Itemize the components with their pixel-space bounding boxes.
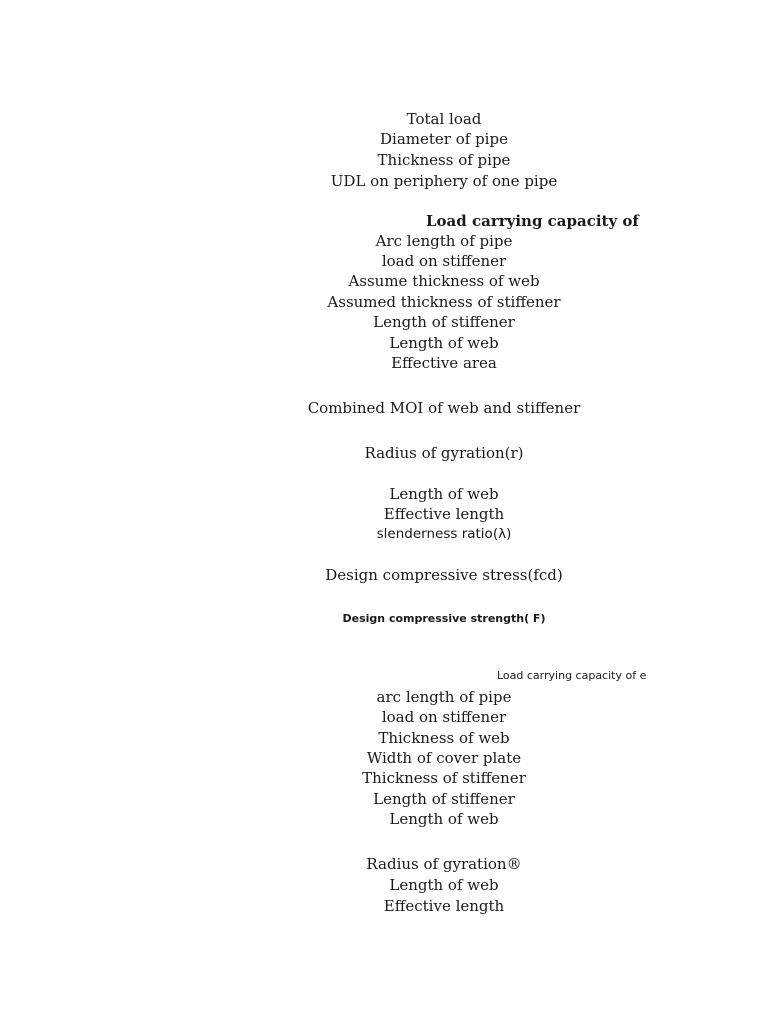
label-thickness-of-web: Thickness of web — [378, 729, 510, 747]
label-length-of-web-2: Length of web — [389, 485, 499, 503]
label-udl-on-periphery: UDL on periphery of one pipe — [330, 172, 558, 190]
label-thickness-of-pipe: Thickness of pipe — [377, 151, 511, 169]
label-width-of-cover-plate: Width of cover plate — [366, 749, 522, 767]
label-design-compressive-strength: Design compressive strength( F) — [342, 612, 546, 625]
label-assumed-thickness-of-stiffener: Assumed thickness of stiffener — [327, 293, 561, 311]
label-total-load: Total load — [406, 110, 482, 128]
label-arc-length-of-pipe-2: arc length of pipe — [376, 688, 512, 706]
label-thickness-of-stiffener: Thickness of stiffener — [362, 769, 526, 787]
label-slenderness-ratio: slenderness ratio(λ) — [376, 526, 512, 542]
label-combined-moi: Combined MOI of web and stiffener — [307, 399, 581, 417]
section-heading-1: Load carrying capacity of — [426, 212, 639, 230]
label-diameter-of-pipe: Diameter of pipe — [380, 130, 508, 148]
label-radius-of-gyration: Radius of gyration(r) — [364, 444, 524, 462]
label-radius-of-gyration-2: Radius of gyration® — [366, 855, 522, 873]
label-assume-thickness-of-web: Assume thickness of web — [348, 272, 540, 290]
label-length-of-web-3: Length of web — [389, 810, 499, 828]
label-length-of-web-4: Length of web — [389, 876, 499, 894]
label-load-on-stiffener: load on stiffener — [381, 252, 507, 270]
section-heading-2: Load carrying capacity of e — [497, 669, 646, 682]
label-effective-length: Effective length — [383, 505, 505, 523]
label-load-on-stiffener-2: load on stiffener — [381, 708, 507, 726]
label-length-of-web: Length of web — [389, 334, 499, 352]
label-effective-length-2: Effective length — [383, 897, 505, 915]
label-design-compressive-stress: Design compressive stress(fcd) — [325, 566, 563, 584]
label-arc-length-of-pipe: Arc length of pipe — [375, 232, 513, 250]
label-effective-area: Effective area — [391, 354, 497, 372]
label-length-of-stiffener-2: Length of stiffener — [373, 790, 515, 808]
label-length-of-stiffener: Length of stiffener — [373, 313, 515, 331]
